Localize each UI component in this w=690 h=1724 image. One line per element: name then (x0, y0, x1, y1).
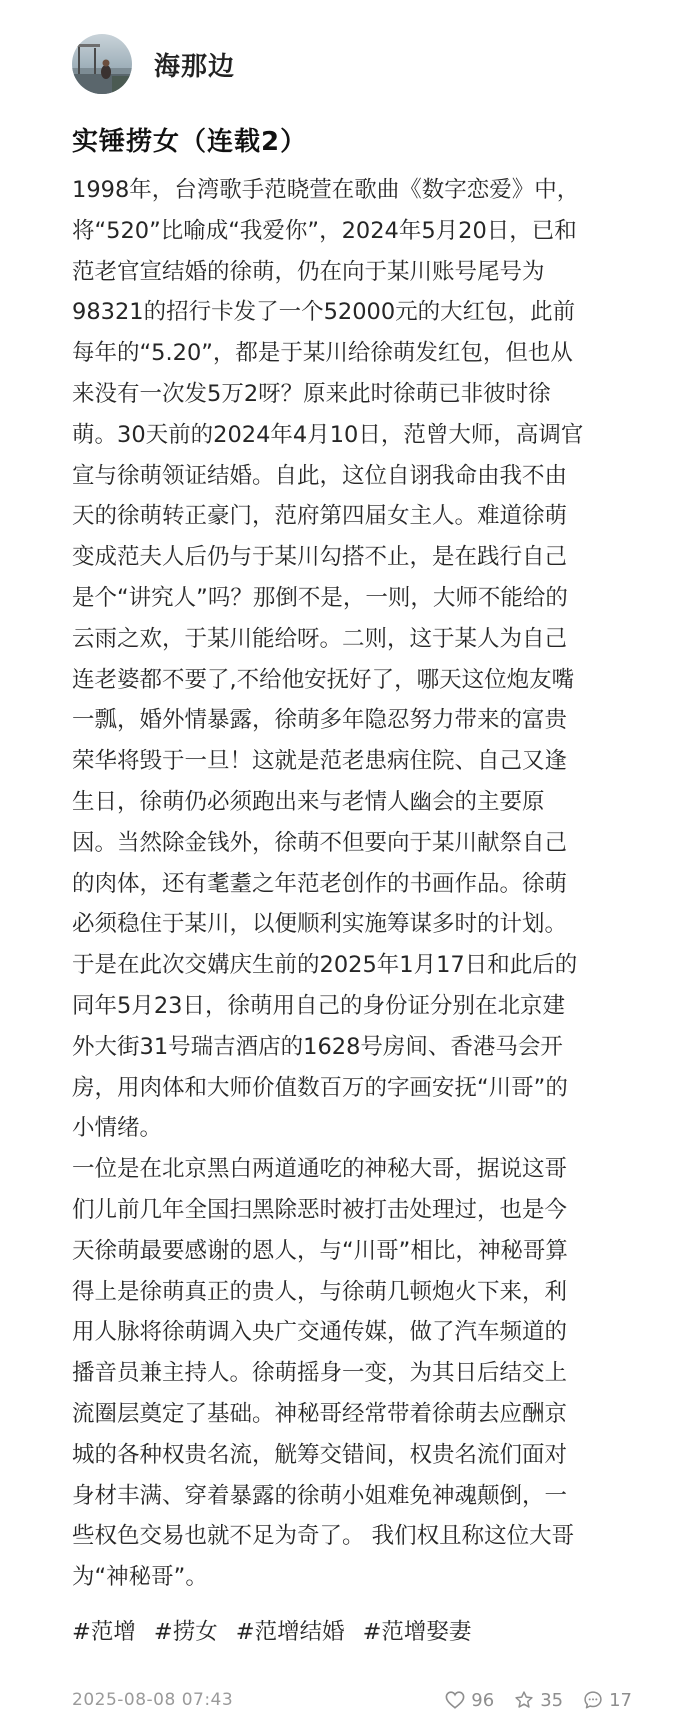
body-line: 些权色交易也就不足为奇了。 我们权且称这位大哥 (72, 1523, 575, 1550)
body-line: 同年5月23日，徐萌用自己的身份证分别在北京建 (72, 992, 565, 1019)
post-footer (72, 1686, 632, 1714)
body-line: 一瓢，婚外情暴露，徐萌多年隐忍努力带来的富贵 (72, 707, 568, 734)
hashtag-link[interactable]: #捞女 (153, 1619, 218, 1645)
body-line: 身材丰满、穿着暴露的徐萌小姐难免神魂颠倒，一 (72, 1482, 568, 1509)
comment-button[interactable] (583, 1690, 632, 1711)
post-timestamp: 2025-08-08 07:43 (72, 1690, 234, 1710)
like-count: 96 (471, 1689, 495, 1711)
avatar[interactable] (72, 34, 132, 94)
body-line: 是个“讲究人”吗？那倒不是，一则，大师不能给的 (72, 584, 568, 611)
comment-bubble-icon (583, 1690, 603, 1710)
body-line: 来没有一次发5万2呀？原来此时徐萌已非彼时徐 (72, 380, 551, 407)
body-line: 城的各种权贵名流，觥筹交错间，权贵名流们面对 (72, 1441, 568, 1468)
body-line: 宣与徐萌领证结婚。自此，这位自诩我命由我不由 (72, 462, 568, 489)
favorite-count: 35 (540, 1689, 564, 1711)
body-line: 98321的招行卡发了一个52000元的大红包，此前 (72, 299, 576, 326)
body-line: 将“520”比喻成“我爱你”，2024年5月20日，已和 (72, 217, 577, 244)
body-line: 连老婆都不要了,不给他安抚好了，哪天这位炮友嘴 (72, 666, 575, 693)
body-line: 荣华将毁于一旦！这就是范老患病住院、自己又逢 (72, 748, 568, 775)
body-line: 萌。30天前的2024年4月10日，范曾大师，高调官 (72, 421, 584, 448)
body-line: 外大街31号瑞吉酒店的1628号房间、香港马会开 (72, 1033, 563, 1060)
author-name[interactable]: 海那边 (154, 51, 236, 82)
comment-count: 17 (609, 1689, 632, 1711)
body-line: 生日，徐萌仍必须跑出来与老情人幽会的主要原 (72, 788, 545, 815)
body-line: 为“神秘哥”。 (72, 1564, 208, 1591)
body-line: 的肉体，还有耄耋之年范老创作的书画作品。徐萌 (72, 870, 568, 897)
hashtag-link[interactable]: #范增结婚 (235, 1619, 345, 1645)
body-line: 小情绪。 (72, 1115, 163, 1142)
body-line: 必须稳住于某川，以便顺利实施筹谋多时的计划。 (72, 911, 568, 938)
post-title: 实锤捞女（连载2） (72, 127, 308, 157)
heart-icon (445, 1691, 465, 1709)
body-line: 流圈层奠定了基础。神秘哥经常带着徐萌去应酬京 (72, 1400, 568, 1427)
body-line: 们儿前几年全国扫黑除恶时被打击处理过，也是今 (72, 1196, 568, 1223)
body-line: 范老官宣结婚的徐萌，仍在向于某川账号尾号为 (72, 258, 545, 285)
body-line: 用人脉将徐萌调入央广交通传媒，做了汽车频道的 (72, 1319, 568, 1346)
body-line: 天的徐萌转正豪门，范府第四届女主人。难道徐萌 (72, 503, 568, 530)
body-line: 1998年，台湾歌手范晓萱在歌曲《数字恋爱》中， (72, 177, 580, 203)
star-icon (514, 1690, 534, 1710)
body-line: 因。当然除金钱外，徐萌不但要向于某川献祭自己 (72, 829, 568, 856)
post-body (72, 170, 632, 1598)
hashtag-list (72, 1612, 471, 1652)
hashtag-link[interactable]: #范增 (72, 1619, 136, 1645)
like-button[interactable] (445, 1690, 494, 1711)
hashtag-link[interactable]: #范增娶妻 (362, 1619, 472, 1645)
body-line: 天徐萌最要感谢的恩人，与“川哥”相比，神秘哥算 (72, 1237, 568, 1264)
body-line: 变成范夫人后仍与于某川勾搭不止，是在践行自己 (72, 544, 568, 571)
body-line: 云雨之欢，于某川能给呀。二则，这于某人为自己 (72, 625, 568, 652)
body-line: 房，用肉体和大师价值数百万的字画安抚“川哥”的 (72, 1074, 568, 1101)
post-stats (425, 1690, 632, 1711)
body-line: 播音员兼主持人。徐萌摇身一变，为其日后结交上 (72, 1360, 568, 1387)
body-line: 得上是徐萌真正的贵人，与徐萌几顿炮火下来，利 (72, 1278, 568, 1305)
post-header (72, 34, 235, 94)
body-line: 于是在此次交媾庆生前的2025年1月17日和此后的 (72, 952, 578, 979)
favorite-button[interactable] (514, 1690, 563, 1711)
body-line: 一位是在北京黑白两道通吃的神秘大哥，据说这哥 (72, 1156, 568, 1183)
body-line: 每年的“5.20”，都是于某川给徐萌发红包，但也从 (72, 340, 573, 367)
